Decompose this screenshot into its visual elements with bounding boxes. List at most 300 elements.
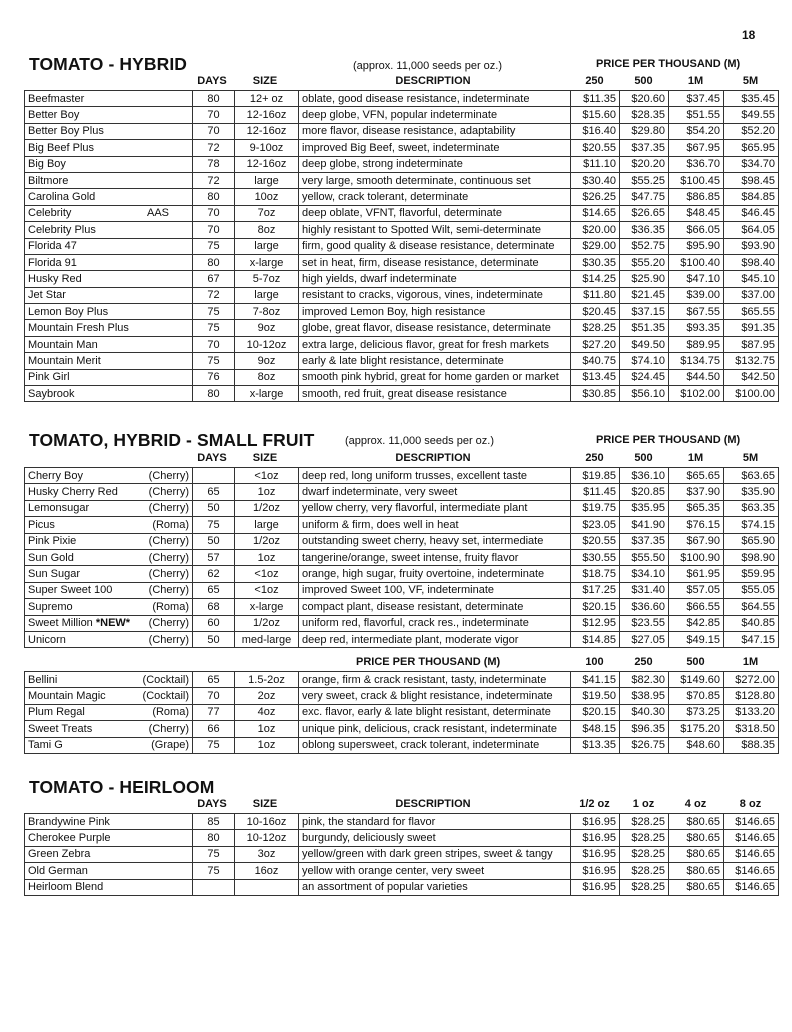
table-row [25,271,779,287]
price-cell: $37.35 [620,140,669,156]
days-cell: 72 [193,172,235,188]
variety-tag: (Cherry) [148,551,189,564]
days-cell [193,468,235,484]
price-cell: $82.30 [620,672,669,688]
variety-name: Carolina Gold [28,191,96,204]
table-row [25,517,779,533]
header-price-3: 4 oz [684,798,707,810]
days-cell [193,879,235,895]
price-cell: $19.50 [571,688,620,704]
price-cell: $21.45 [620,287,669,303]
days-cell: 75 [193,238,235,254]
header-price-4: 5M [742,452,759,464]
variety-name: Saybrook [28,387,75,400]
days-cell: 78 [193,156,235,172]
variety-cell [25,688,193,704]
variety-tag: (Cherry) [148,568,189,581]
price-cell: $100.90 [669,549,724,565]
price-header-small-fruit: PRICE PER THOUSAND (M) [596,434,741,446]
table-row [25,672,779,688]
header-description: DESCRIPTION [395,75,471,87]
price-cell: $12.95 [571,615,620,631]
description-cell: resistant to cracks, vigorous, vines, indeterminate [299,287,571,303]
variety-cell [25,172,193,188]
price-cell: $37.35 [620,533,669,549]
days-cell: 67 [193,271,235,287]
variety-tag: (Cherry) [148,535,189,548]
variety-name: Better Boy [28,109,80,122]
price-cell: $42.85 [669,615,724,631]
variety-cell [25,672,193,688]
price-cell: $100.40 [669,254,724,270]
price-cell: $80.65 [669,846,724,862]
price-cell: $96.35 [620,721,669,737]
variety-tag: (Cherry) [148,469,189,482]
days-cell: 70 [193,336,235,352]
price-cell: $132.75 [724,353,779,369]
price-cell: $20.00 [571,222,620,238]
days-cell: 77 [193,704,235,720]
price-cell: $30.85 [571,386,620,402]
days-cell: 70 [193,688,235,704]
price-cell: $23.55 [620,615,669,631]
size-cell: 9-10oz [235,140,299,156]
days-cell: 57 [193,549,235,565]
variety-cell [25,500,193,516]
price-header-hybrid: PRICE PER THOUSAND (M) [596,58,741,70]
description-cell: yellow, crack tolerant, determinate [299,189,571,205]
size-cell: <1oz [235,566,299,582]
price-cell: $20.55 [571,533,620,549]
price-cell: $26.25 [571,189,620,205]
price-cell: $41.15 [571,672,620,688]
table-row [25,205,779,221]
variety-name: Plum Regal [28,706,85,719]
days-cell: 75 [193,353,235,369]
table-row [25,484,779,500]
price-cell: $23.05 [571,517,620,533]
description-cell: yellow with orange center, very sweet [299,863,571,879]
variety-name: Sun Sugar [28,568,80,581]
price-cell: $16.95 [571,863,620,879]
variety-name: Pink Girl [28,371,70,384]
price-cell: $51.55 [669,107,724,123]
price-cell: $31.40 [620,582,669,598]
price-cell: $55.50 [620,549,669,565]
variety-tag: (Cherry) [148,502,189,515]
price-cell: $146.65 [724,846,779,862]
description-cell: pink, the standard for flavor [299,814,571,830]
price-cell: $16.95 [571,814,620,830]
price-cell: $44.50 [669,369,724,385]
price-cell: $272.00 [724,672,779,688]
price-cell: $65.90 [724,533,779,549]
description-cell: dwarf indeterminate, very sweet [299,484,571,500]
variety-name: Mountain Fresh Plus [28,322,129,335]
variety-cell [25,386,193,402]
table-row [25,304,779,320]
price-cell: $89.95 [669,336,724,352]
header-days: DAYS [197,452,227,464]
table-row [25,107,779,123]
header-price-1: 250 [585,452,604,464]
variety-name: Cherokee Purple [28,832,111,845]
header-price-2: 500 [634,75,653,87]
variety-cell [25,320,193,336]
variety-tag: (Cherry) [148,633,189,646]
price-cell: $40.30 [620,704,669,720]
price-cell: $24.45 [620,369,669,385]
size-cell: <1oz [235,468,299,484]
variety-cell [25,468,193,484]
size-cell: 4oz [235,704,299,720]
price-cell: $19.75 [571,500,620,516]
days-cell: 60 [193,615,235,631]
size-cell: 10oz [235,189,299,205]
price-cell: $55.20 [620,254,669,270]
heirloom-table [24,813,779,896]
variety-cell [25,566,193,582]
price-cell: $35.45 [724,91,779,107]
price-cell: $37.15 [620,304,669,320]
price-cell: $63.35 [724,500,779,516]
size-cell: 12-16oz [235,123,299,139]
price-cell: $57.05 [669,582,724,598]
variety-name: Tami G [28,739,63,752]
description-cell: orange, firm & crack resistant, tasty, indeterminate [299,672,571,688]
days-cell: 65 [193,484,235,500]
variety-cell [25,549,193,565]
variety-cell [25,91,193,107]
table-row [25,320,779,336]
price-cell: $47.15 [724,631,779,647]
section-title-heirloom: TOMATO - HEIRLOOM [29,777,215,797]
description-cell: extra large, delicious flavor, great for fresh markets [299,336,571,352]
variety-tag: (Cherry) [148,722,189,735]
variety-name: Mountain Merit [28,354,101,367]
days-cell: 75 [193,320,235,336]
table-row [25,549,779,565]
description-cell: exc. flavor, early & late blight resistant, determinate [299,704,571,720]
price-cell: $93.35 [669,320,724,336]
size-cell: 12-16oz [235,156,299,172]
description-cell: deep red, long uniform trusses, excellent taste [299,468,571,484]
price-cell: $84.85 [724,189,779,205]
variety-tag: (Cocktail) [142,673,189,686]
days-cell: 75 [193,863,235,879]
price-cell: $37.90 [669,484,724,500]
price-cell: $29.80 [620,123,669,139]
price-cell: $46.45 [724,205,779,221]
header-description: DESCRIPTION [395,798,471,810]
new-badge: *NEW* [95,617,131,630]
price-cell: $88.35 [724,737,779,753]
header-price-4: 5M [742,75,759,87]
days-cell: 85 [193,814,235,830]
price-cell: $28.25 [620,814,669,830]
price-cell: $36.60 [620,599,669,615]
size-cell: 12+ oz [235,91,299,107]
variety-name: Lemonsugar [28,502,90,515]
price-cell: $16.40 [571,123,620,139]
price-cell: $65.55 [724,304,779,320]
table-row [25,91,779,107]
price-cell: $61.95 [669,566,724,582]
price-cell: $65.65 [669,468,724,484]
variety-name: Jet Star [28,289,66,302]
price-cell: $30.35 [571,254,620,270]
price-cell: $35.95 [620,500,669,516]
variety-cell [25,140,193,156]
price-cell: $59.95 [724,566,779,582]
table-row [25,287,779,303]
days-cell: 72 [193,140,235,156]
days-cell: 80 [193,189,235,205]
header-price-4: 8 oz [739,798,762,810]
description-cell: yellow cherry, very flavorful, intermediate plant [299,500,571,516]
price-cell: $74.10 [620,353,669,369]
price-cell: $65.95 [724,140,779,156]
price-cell: $40.85 [724,615,779,631]
price-cell: $100.00 [724,386,779,402]
description-cell: outstanding sweet cherry, heavy set, intermediate [299,533,571,549]
price-cell: $66.05 [669,222,724,238]
price-cell: $27.20 [571,336,620,352]
price-cell: $34.70 [724,156,779,172]
header-size: SIZE [252,798,278,810]
size-cell: 1oz [235,737,299,753]
variety-cell [25,721,193,737]
table-row [25,631,779,647]
table-row [25,879,779,895]
price-cell: $102.00 [669,386,724,402]
price-cell: $20.20 [620,156,669,172]
price-cell: $48.45 [669,205,724,221]
price-header-small-fruit-sub: PRICE PER THOUSAND (M) [356,656,501,668]
variety-cell [25,304,193,320]
variety-cell [25,205,193,221]
variety-name: Big Beef Plus [28,141,95,154]
size-cell: 3oz [235,846,299,862]
variety-tag: (Cocktail) [142,690,189,703]
price-cell: $175.20 [669,721,724,737]
variety-cell [25,287,193,303]
table-row [25,140,779,156]
variety-cell [25,533,193,549]
days-cell: 50 [193,500,235,516]
variety-cell [25,863,193,879]
price-cell: $13.45 [571,369,620,385]
price-cell: $39.00 [669,287,724,303]
header-price-3: 1M [687,75,704,87]
days-cell: 62 [193,566,235,582]
variety-cell [25,814,193,830]
table-row [25,737,779,753]
price-cell: $20.60 [620,91,669,107]
price-cell: $30.55 [571,549,620,565]
description-cell: orange, high sugar, fruity overtoine, indeterminate [299,566,571,582]
price-cell: $15.60 [571,107,620,123]
price-cell: $98.90 [724,549,779,565]
variety-name: Supremo [28,600,73,613]
header-size: SIZE [252,452,278,464]
variety-name: Bellini [28,673,58,686]
variety-name: Big Boy [28,158,66,171]
price-cell: $36.70 [669,156,724,172]
variety-name: Celebrity Plus [28,223,96,236]
description-cell: compact plant, disease resistant, determinate [299,599,571,615]
variety-name: Mountain Magic [28,690,106,703]
price-cell: $36.10 [620,468,669,484]
table-row [25,615,779,631]
price-cell: $80.65 [669,830,724,846]
section-title-small-fruit: TOMATO, HYBRID - SMALL FRUIT [29,430,315,450]
table-row [25,156,779,172]
price-cell: $80.65 [669,863,724,879]
price-cell: $76.15 [669,517,724,533]
size-cell: 1.5-2oz [235,672,299,688]
price-cell: $34.10 [620,566,669,582]
price-cell: $20.15 [571,704,620,720]
description-cell: an assortment of popular varieties [299,879,571,895]
variety-tag: (Roma) [152,600,189,613]
variety-name: Biltmore [28,174,69,187]
price-cell: $63.65 [724,468,779,484]
days-cell: 68 [193,599,235,615]
variety-name: Lemon Boy Plus [28,305,109,318]
days-cell: 80 [193,254,235,270]
price-cell: $133.20 [724,704,779,720]
variety-cell [25,271,193,287]
variety-cell [25,123,193,139]
table-row [25,566,779,582]
size-cell: 16oz [235,863,299,879]
variety-cell [25,582,193,598]
price-cell: $11.35 [571,91,620,107]
size-cell: <1oz [235,582,299,598]
header-days: DAYS [197,798,227,810]
variety-tag: (Cherry) [148,486,189,499]
size-cell: x-large [235,254,299,270]
price-cell: $16.95 [571,830,620,846]
variety-name: Unicorn [28,633,66,646]
price-cell: $11.80 [571,287,620,303]
size-cell: large [235,287,299,303]
variety-tag: (Cherry) [148,617,189,630]
description-cell: firm, good quality & disease resistance, determinate [299,238,571,254]
variety-name: Better Boy Plus [28,125,104,138]
price-cell: $134.75 [669,353,724,369]
price-cell: $27.05 [620,631,669,647]
price-cell: $41.90 [620,517,669,533]
section-note-hybrid: (approx. 11,000 seeds per oz.) [353,60,502,72]
description-cell: very large, smooth determinate, continuous set [299,172,571,188]
price-cell: $55.05 [724,582,779,598]
days-cell: 80 [193,91,235,107]
price-cell: $17.25 [571,582,620,598]
price-cell: $48.60 [669,737,724,753]
table-row [25,830,779,846]
description-cell: improved Sweet 100, VF, indeterminate [299,582,571,598]
variety-name: Beefmaster [28,92,85,105]
header-price-3: 1M [687,452,704,464]
days-cell: 70 [193,123,235,139]
description-cell: globe, great flavor, disease resistance, determinate [299,320,571,336]
header-days: DAYS [197,75,227,87]
days-cell: 50 [193,631,235,647]
price-cell: $14.65 [571,205,620,221]
size-cell: 1/2oz [235,615,299,631]
price-cell: $14.85 [571,631,620,647]
price-cell: $55.25 [620,172,669,188]
price-cell: $26.75 [620,737,669,753]
price-cell: $20.85 [620,484,669,500]
description-cell: oblong supersweet, crack tolerant, indeterminate [299,737,571,753]
size-cell: 9oz [235,353,299,369]
price-cell: $80.65 [669,814,724,830]
variety-name: Pink Pixie [28,535,77,548]
variety-name: Brandywine Pink [28,815,110,828]
header-price-2: 500 [634,452,653,464]
size-cell: 2oz [235,688,299,704]
price-cell: $73.25 [669,704,724,720]
days-cell: 75 [193,517,235,533]
table-row [25,222,779,238]
table-row [25,386,779,402]
size-cell: 1oz [235,484,299,500]
description-cell: more flavor, disease resistance, adaptability [299,123,571,139]
price-cell: $19.85 [571,468,620,484]
price-cell: $20.45 [571,304,620,320]
description-cell: early & late blight resistance, determinate [299,353,571,369]
price-cell: $28.35 [620,107,669,123]
price-cell: $52.75 [620,238,669,254]
price-cell: $20.55 [571,140,620,156]
table-row [25,369,779,385]
price-cell: $67.55 [669,304,724,320]
variety-cell [25,830,193,846]
days-cell: 75 [193,737,235,753]
price-cell: $40.75 [571,353,620,369]
price-cell: $52.20 [724,123,779,139]
header-price-4: 1M [742,656,759,668]
days-cell: 75 [193,304,235,320]
description-cell: yellow/green with dark green stripes, sweet & tangy [299,846,571,862]
variety-cell [25,846,193,862]
price-cell: $74.15 [724,517,779,533]
price-cell: $36.35 [620,222,669,238]
days-cell: 70 [193,222,235,238]
variety-name: Florida 47 [28,240,77,253]
price-cell: $26.65 [620,205,669,221]
price-cell: $45.10 [724,271,779,287]
days-cell: 75 [193,846,235,862]
table-row [25,814,779,830]
price-cell: $47.75 [620,189,669,205]
price-cell: $16.95 [571,879,620,895]
variety-tag: AAS [146,207,169,220]
price-cell: $87.95 [724,336,779,352]
variety-name: Florida 91 [28,256,77,269]
price-cell: $70.85 [669,688,724,704]
price-cell: $149.60 [669,672,724,688]
variety-cell [25,353,193,369]
size-cell: 8oz [235,369,299,385]
table-row [25,189,779,205]
size-cell: 1/2oz [235,533,299,549]
days-cell: 65 [193,582,235,598]
hybrid-table [24,90,779,402]
